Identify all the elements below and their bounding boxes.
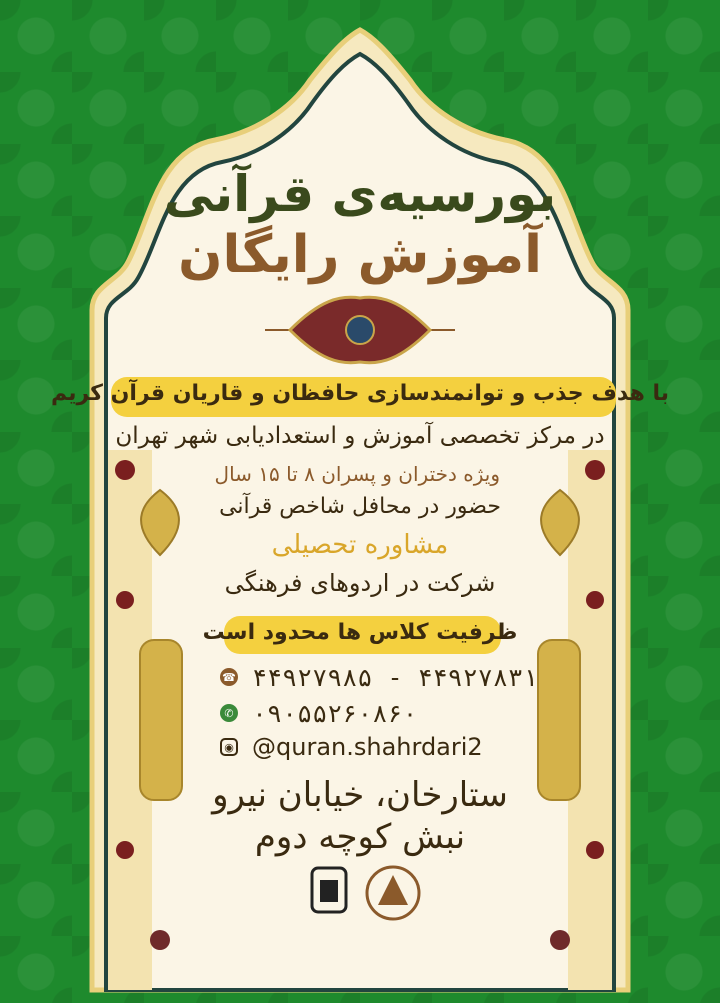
- instagram-row: [220, 732, 483, 762]
- whatsapp-row: [220, 698, 418, 728]
- instagram-handle[interactable]: @quran.shahrdari2: [252, 733, 483, 761]
- feature-gatherings: حضور در محافل شاخص قرآنی: [219, 494, 501, 519]
- feature-counseling: مشاوره تحصیلی: [271, 530, 449, 560]
- center-text: در مرکز تخصصی آموزش و استعدادیابی شهر تهران: [115, 423, 605, 449]
- phone-numbers[interactable]: ۴۴۹۲۷۹۸۵ - ۴۴۹۲۷۸۳۱: [252, 662, 538, 692]
- title-line-2: آموزش رایگان: [178, 225, 542, 285]
- address-line-1: ستارخان، خیابان نیرو: [212, 775, 508, 815]
- capacity-note: ظرفیت کلاس ها محدود است: [202, 620, 518, 645]
- whatsapp-icon: ✆: [220, 704, 238, 722]
- feature-camps: شرکت در اردوهای فرهنگی: [224, 569, 496, 597]
- instagram-icon: ◉: [220, 738, 238, 756]
- phone-row: [220, 662, 538, 692]
- address-line-2: نبش کوچه دوم: [254, 817, 466, 857]
- age-range-text: ویژه دختران و پسران ۸ تا ۱۵ سال: [214, 462, 500, 486]
- goal-text: با هدف جذب و توانمندسازی حافظان و قاریان قرآن کریم: [50, 381, 670, 406]
- title-line-1: بورسیه‌ی قرآنی: [163, 165, 557, 223]
- whatsapp-number[interactable]: ۰۹۰۵۵۲۶۰۸۶۰: [252, 698, 418, 728]
- phone-icon: ☎: [220, 668, 238, 686]
